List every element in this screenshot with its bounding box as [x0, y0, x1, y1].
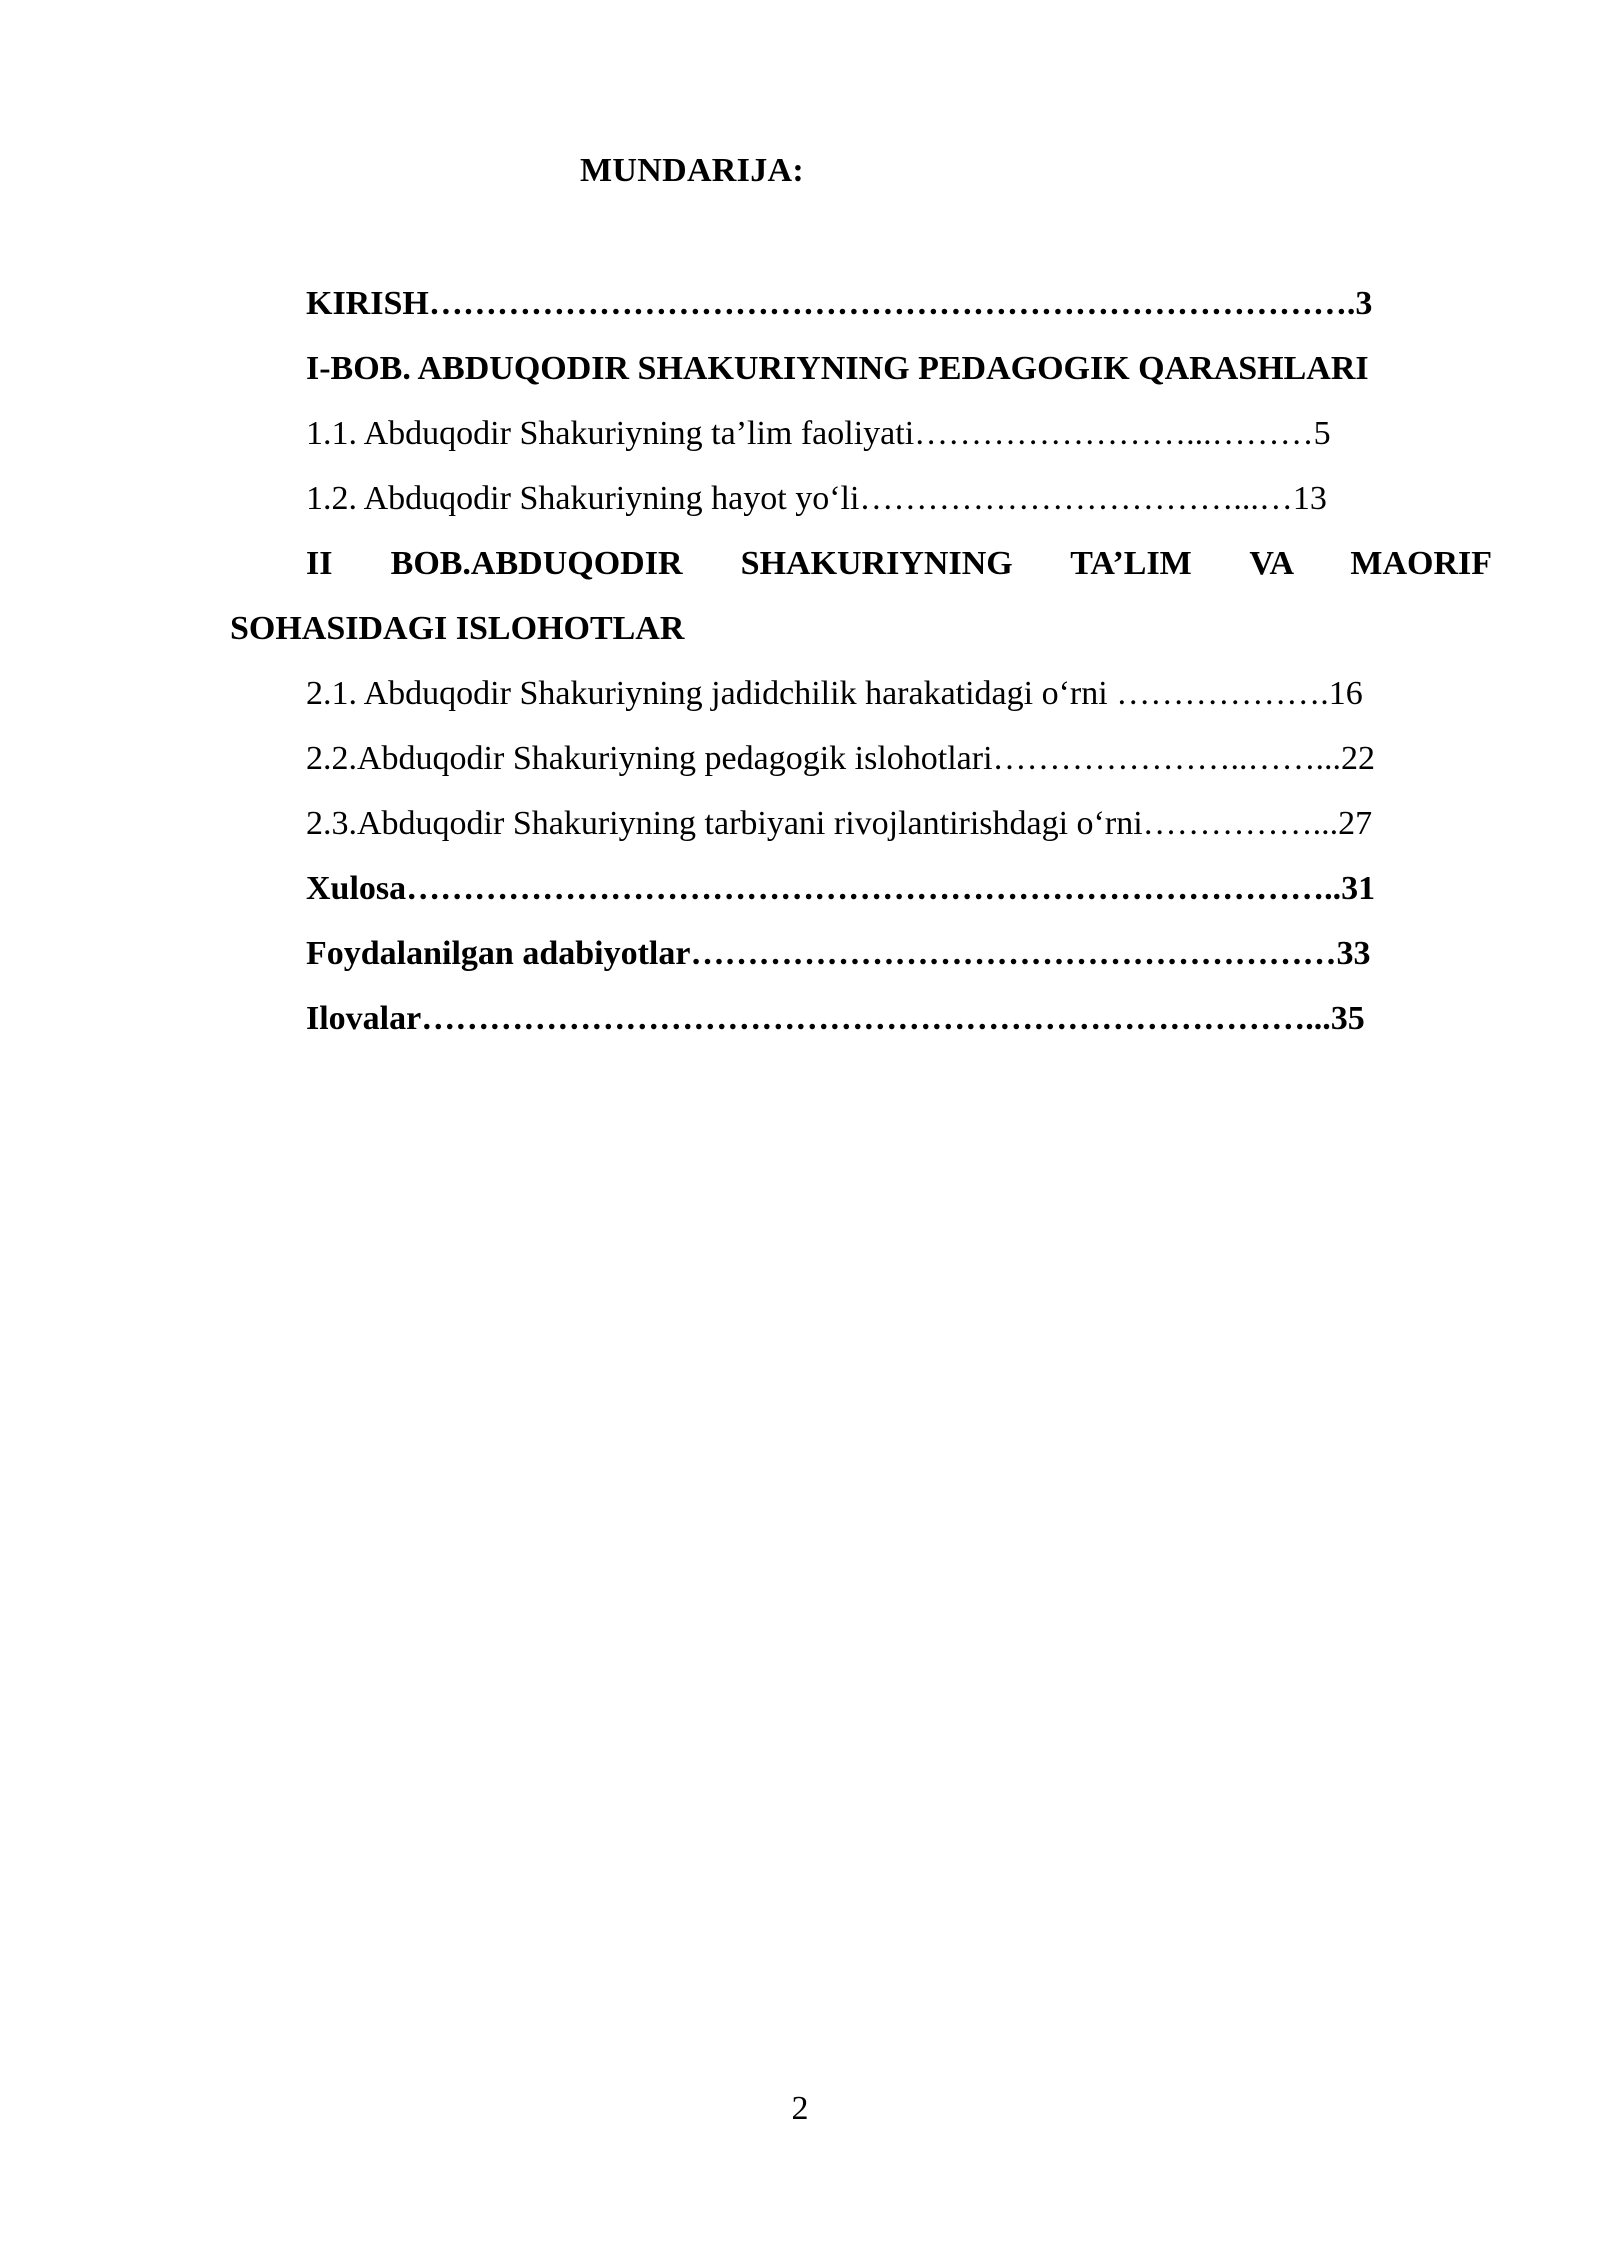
table-of-contents [230, 281, 1492, 1061]
toc-entry-2-1: 2.1. Abduqodir Shakuriyning jadidchilik harakatidagi o‘rni ……………….16 [306, 675, 1363, 712]
toc-entry-2-3: 2.3.Abduqodir Shakuriyning tarbiyani rivojlantirishdagi o‘rni……………...27 [306, 805, 1373, 842]
page-number: 2 [791, 2090, 809, 2127]
toc-chapter-2-heading-continued: SOHASIDAGI ISLOHOTLAR [230, 610, 685, 647]
toc-entry-2-2: 2.2.Abduqodir Shakuriyning pedagogik islohotlari…………………..……...22 [306, 740, 1376, 777]
page-title: MUNDARIJA: [580, 152, 804, 189]
toc-chapter-2-heading: II BOB.ABDUQODIR SHAKURIYNING TA’LIM VA MAORIF [306, 545, 1492, 582]
toc-entry-xulosa: Xulosa………………………………………………………………………..31 [306, 870, 1376, 907]
toc-entry-adabiyotlar: Foydalanilgan adabiyotlar…………………………………………………33 [306, 935, 1371, 972]
toc-entry-1-1: 1.1. Abduqodir Shakuriyning ta’lim faoliyati……………………...………5 [306, 415, 1331, 452]
toc-entry-1-2: 1.2. Abduqodir Shakuriyning hayot yo‘li……………………………...…13 [306, 480, 1327, 517]
toc-chapter-1-heading: I-BOB. ABDUQODIR SHAKURIYNING PEDAGOGIK QARASHLARI [306, 350, 1369, 387]
toc-entry-kirish: KIRISH……………………………………………………………………….3 [306, 285, 1373, 322]
toc-entry-ilovalar: Ilovalar……………………………………………………………………...35 [306, 1000, 1365, 1037]
